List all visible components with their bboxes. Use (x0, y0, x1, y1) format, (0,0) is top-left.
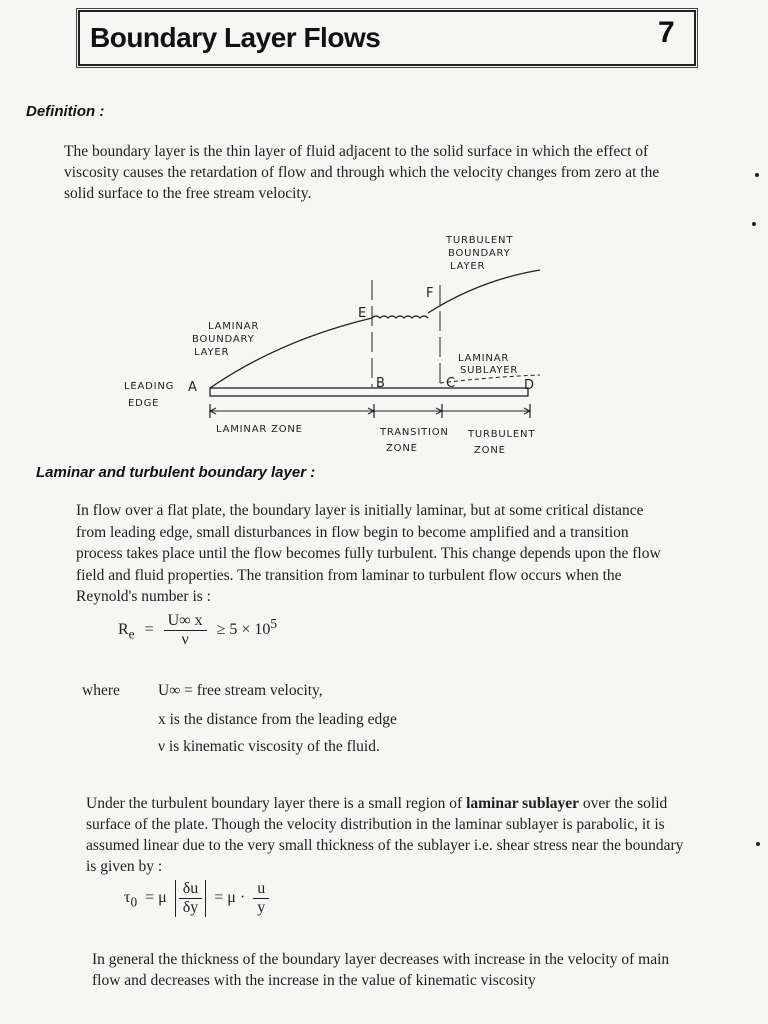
formula-lhs-sub: e (128, 626, 135, 642)
definition-paragraph (64, 141, 720, 204)
label-laminar-sublayer: SUBLAYER (460, 365, 519, 376)
paragraph-line: Reynold's number is : (76, 588, 211, 605)
label-point-b: B (376, 376, 385, 391)
label-turbulent-bl: TURBULENT (446, 235, 514, 246)
label-turbulent-zone: ZONE (474, 445, 506, 456)
shear-numerator: δu (179, 880, 203, 899)
closing-paragraph (92, 949, 740, 989)
where-item: ν is kinematic viscosity of the fluid. (158, 738, 380, 755)
label-leading-edge: LEADING (124, 381, 175, 392)
paragraph-line: flow and decreases with the increase in the value of kinematic viscosity (92, 972, 536, 989)
label-transition-zone: TRANSITION (380, 427, 449, 438)
scan-speck (755, 173, 759, 177)
chapter-title: Boundary Layer Flows (90, 22, 381, 53)
paragraph-line: In general the thickness of the boundary layer decreases with increase in the velocity of main (92, 951, 670, 968)
scan-speck (756, 842, 760, 846)
shear-eq1: = μ (145, 889, 167, 907)
definition-line: viscosity causes the retardation of flow and through which the velocity changes from zero at the (64, 164, 660, 181)
definition-line: solid surface to the free stream velocity. (64, 185, 312, 202)
reynolds-formula (118, 612, 277, 649)
bold-term: laminar sublayer (466, 795, 580, 812)
shear-lhs: τ (124, 889, 131, 907)
formula-equals: = (144, 621, 154, 639)
shear-stress-formula (124, 880, 269, 917)
paragraph-line: In flow over a flat plate, the boundary layer is initially laminar, but at some critical distance (76, 502, 644, 519)
label-laminar-bl: LAMINAR (208, 321, 260, 332)
formula-denominator: ν (181, 631, 189, 648)
label-leading-edge: EDGE (128, 398, 160, 409)
formula-numerator: U∞ x (164, 612, 207, 631)
transition-wave (372, 316, 428, 318)
paragraph-line: process takes place until the flow becomes fully turbulent. This change depends upon the flow (76, 545, 661, 562)
definition-line: The boundary layer is the thin layer of fluid adjacent to the solid surface in which the effect of (64, 143, 649, 160)
label-laminar-bl: BOUNDARY (192, 334, 255, 345)
label-transition-zone: ZONE (386, 443, 418, 454)
label-laminar-bl: LAYER (194, 347, 230, 358)
definition-heading: Definition : (26, 103, 105, 120)
paragraph-line: from leading edge, small disturbances in flow begin to become amplified and a transition (76, 523, 629, 541)
label-point-f: F (426, 286, 434, 301)
paragraph-line: assumed linear due to the very small thickness of the sublayer i.e. shear stress near the boundary (86, 837, 684, 854)
paragraph-line: surface of the plate. Though the velocity distribution in the laminar sublayer is parabolic, it is (86, 816, 665, 833)
label-point-e: E (358, 306, 367, 321)
shear-lhs-sub: 0 (130, 894, 138, 910)
flat-plate (210, 388, 528, 396)
paragraph-line: field and fluid properties. The transition from laminar to turbulent flow occurs when the (76, 566, 622, 584)
shear-denominator: δy (182, 899, 199, 916)
paragraph-line: Under the turbulent boundary layer there is a small region of (86, 795, 467, 812)
laminar-turbulent-heading: Laminar and turbulent boundary layer : (36, 464, 316, 481)
label-laminar-sublayer: LAMINAR (458, 353, 510, 364)
label-turbulent-bl: LAYER (450, 261, 486, 272)
where-item: x is the distance from the leading edge (158, 711, 397, 728)
turbulent-layer-curve (428, 270, 540, 313)
label-point-a: A (188, 380, 197, 395)
label-point-d: D (524, 378, 535, 393)
label-turbulent-bl: BOUNDARY (448, 248, 511, 259)
shear-fraction (179, 880, 203, 917)
paragraph-line: over the solid (579, 795, 668, 812)
shear-denominator-2: y (257, 899, 266, 916)
formula-rhs: ≥ 5 × 10 (216, 621, 271, 639)
boundary-layer-diagram (110, 225, 570, 460)
shear-fraction-2 (253, 880, 269, 917)
shear-eq2: = μ · (214, 889, 246, 907)
scan-speck (752, 222, 756, 226)
label-turbulent-zone: TURBULENT (468, 429, 536, 440)
where-label: where (82, 682, 120, 699)
formula-rhs-exp: 5 (270, 615, 278, 631)
where-item: U∞ = free stream velocity, (158, 682, 323, 699)
label-laminar-zone: LAMINAR ZONE (216, 424, 303, 435)
label-point-c: C (446, 376, 456, 391)
sublayer-paragraph (86, 793, 736, 877)
paragraph-line: is given by : (86, 858, 163, 875)
formula-lhs: R (118, 621, 129, 639)
laminar-turbulent-paragraph (76, 500, 730, 608)
chapter-number: 7 (658, 16, 675, 49)
shear-numerator-2: u (253, 880, 269, 899)
formula-fraction (164, 612, 207, 649)
shear-bracket (175, 880, 207, 917)
